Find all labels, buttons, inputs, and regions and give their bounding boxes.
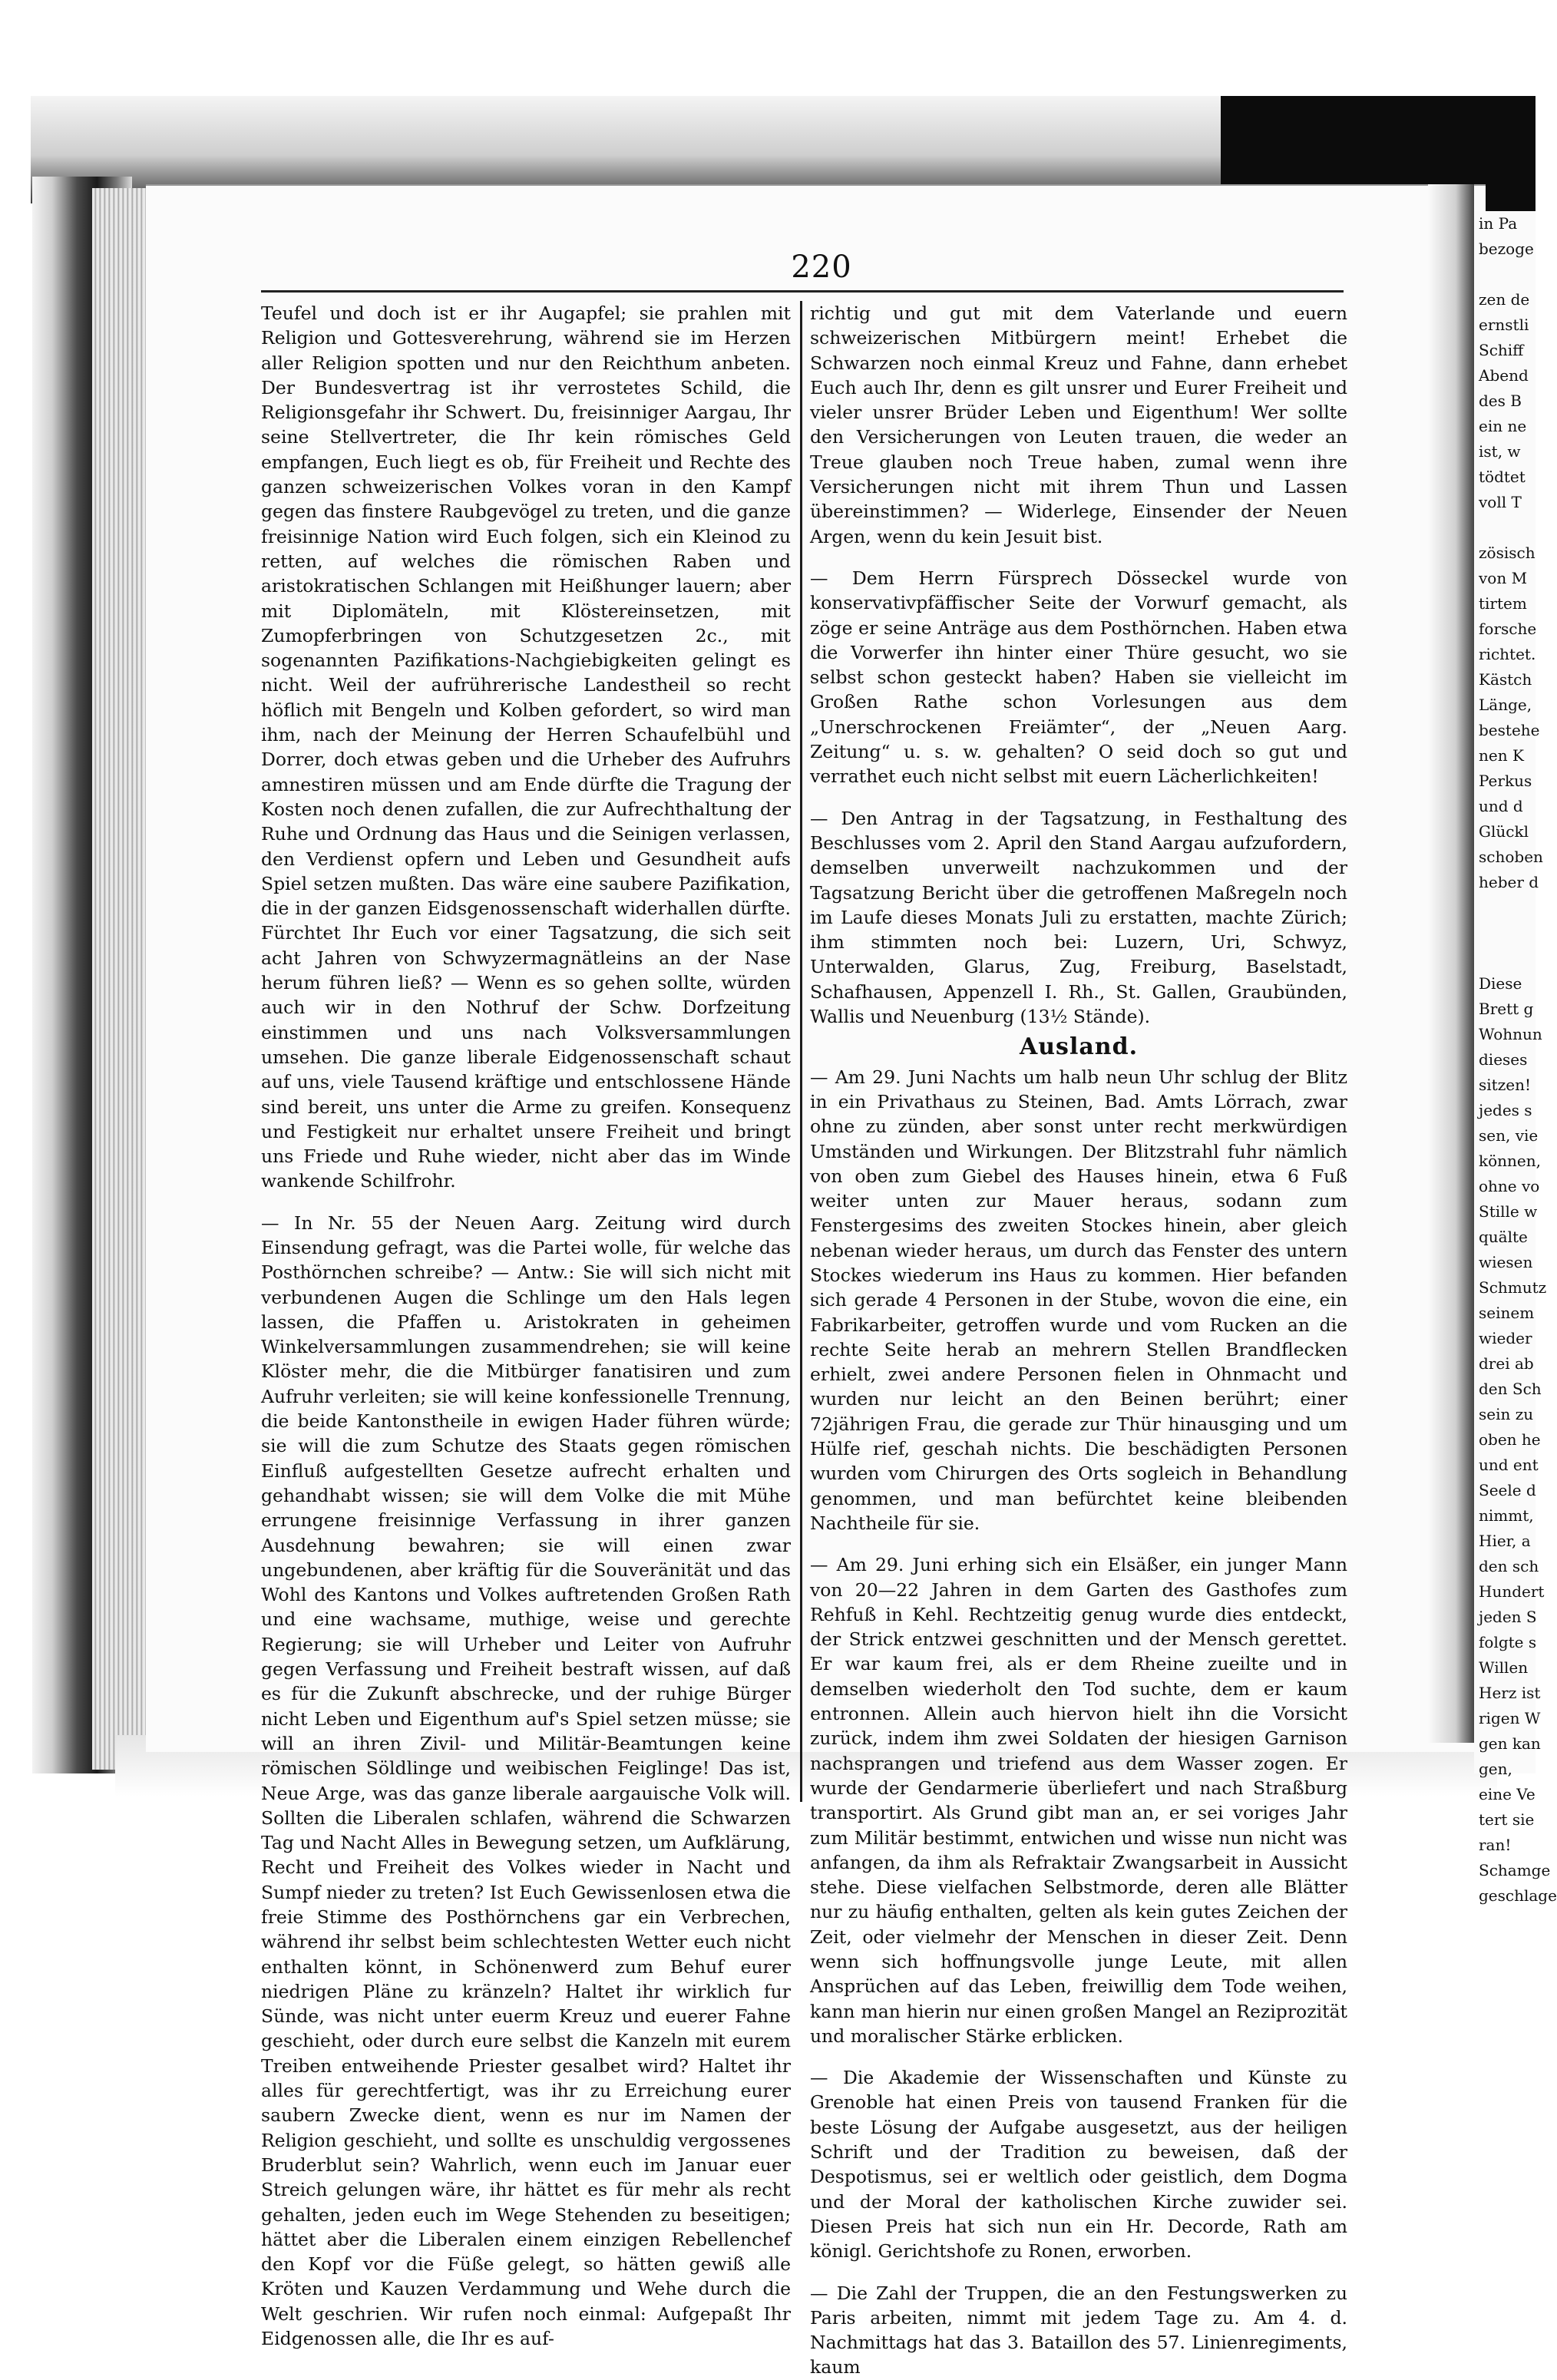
- adjacent-page-text: voll T: [1479, 493, 1522, 511]
- adjacent-page-text: und ent: [1479, 1456, 1539, 1474]
- article-paragraph: — Die Akademie der Wissenschaften und Künste zu Grenoble hat einen Preis von tausend Franken für die beste Lösung der Aufgabe ausgesetzt, aus der heiligen Schrift und der Tradition zu beweisen, daß der Despotismus, sei er weltlich oder geistlich, dem Dogma und der Moral der katholischen Kirche zuwider sei. Diesen Preis hat sich nun ein Hr. Decorde, Rath am königl. Gerichtshofe zu Ronen, erworben.: [810, 2067, 1347, 2263]
- article-paragraph: — In Nr. 55 der Neuen Aarg. Zeitung wird durch Einsendung gefragt, was die Partei wolle, für welche das Posthörnchen schreibe? — Antw.: Sie will sich nicht mit verbundenen Augen die Schlinge um den Hals legen lassen, die Pfaffen u. Aristokraten in geheimen Winkelversammlungen zusammendrehen; sie will keine Klöster mehr, die die Mitbürger fanatisiren und zum Aufruhr verleiten; sie will keine konfessionelle Trennung, die beide Kantonstheile in ewigen Hader führen würde; sie will die zum Schutze des Staats gegen römischen Einfluß aufgestellten Gesetze aufrecht erhalten und gehandhabt wissen; sie will dem Volke die mit Mühe errungene freisinnige Verfassung in ihrer ganzen Ausdehnung bewahren; sie will einen zwar ungebundenen, aber kräftig für die Souveränität und das Wohl des Kantons und Volkes auftretenden Großen Rath und eine wachsame, muthige, weise und gerechte Regierung; sie will Urheber und Leiter von Aufruhr gegen Verfassung und Freiheit bestraft wissen, auf daß es für die Zukunft abschrecke, und der ruhige Bürger nicht Leben und Eigenthum auf's Spiel setzen müsse; sie will an ihren Zivil- und Militär-Beamtungen keine römischen Söldlinge und weibischen Feiglinge! Das ist, Neue Arge, was das ganze liberale aargauische Volk will. Sollten die Liberalen schlafen, während die Schwarzen Tag und Nacht Alles in Bewegung setzen, um Aufklärung, Recht und Freiheit des Volkes wieder in Nacht und Sumpf nieder zu treten? Ist Euch Gewissenlosen etwa die freie Stimme des Posthörnchens gar ein Verbrechen, während ihr selbst beim schlechtesten Wetter euch nicht enthalten könnt, in Schönenwerd zum Behuf eurer niedrigen Pläne zu kränzeln? Haltet ihr wirklich fur Sünde, was nicht unter euerm Kreuz und euerer Fahne geschieht, oder durch eure selbst die Kanzeln mit eurem Treiben entweihende Priester gesalbet wird? Haltet ihr alles für gerechtfertigt, was ihr zu Erreichung eurer saubern Zwecke dient, wenn es nur im Namen der Religion geschieht, und sollte es unschuldig vergossenes Bruderblut sein? Wahrlich, wenn euch im Januar euer Streich gelungen wäre, ihr hättet es für mehr als recht gehalten, jeden euch im Wege Stehenden zu beseitigen; hättet aber die Liberalen einem einzigen Rebellenchef den Kopf vor die Füße gelegt, so hätten gewiß alle Kröten und Kauzen Verdammung und Wehe durch die Welt geschrien. Wir rufen noch einmal: Aufgepaßt Ihr Eidgenossen alle, die Ihr es auf-: [261, 1211, 791, 2350]
- section-heading: Ausland.: [1019, 1033, 1139, 1061]
- adjacent-page-text: schoben: [1479, 848, 1543, 866]
- adjacent-page-text: bestehe: [1479, 721, 1540, 739]
- adjacent-page-text: jedes s: [1479, 1101, 1532, 1119]
- adjacent-page-text: gen kan: [1479, 1734, 1541, 1753]
- adjacent-page-text: den sch: [1479, 1557, 1539, 1575]
- adjacent-page-text: forsche: [1479, 620, 1537, 638]
- adjacent-page-text: folgte s: [1479, 1633, 1537, 1651]
- adjacent-page-text: ohne vo: [1479, 1177, 1540, 1195]
- adjacent-page-text: Schiff: [1479, 341, 1524, 359]
- article-paragraph: richtig und gut mit dem Vaterlande und euern schweizerischen Mitbürgern meint! Erhebet die Schwarzen noch einmal Kreuz und Fahne, dann erhebet Euch auch Ihr, denn es gilt unsrer und Eurer Freiheit und vieler unsrer Brüder Leben und Eigenthum! Wer sollte den Versicherungen von Leuten trauen, die weder an Treue glauben noch Treue haben, zumal wenn ihre Versicherungen nicht mit ihrem Thun und Lassen übereinstimmen? — Widerlege, Einsender der Neuen Argen, wenn du kein Jesuit bist.: [810, 302, 1347, 547]
- adjacent-page-text: Stille w: [1479, 1202, 1538, 1221]
- adjacent-page-text: des B: [1479, 392, 1522, 410]
- adjacent-page-text: sein zu: [1479, 1405, 1534, 1423]
- adjacent-page-text: Länge,: [1479, 696, 1532, 714]
- adjacent-page-text: sen, vie: [1479, 1126, 1539, 1145]
- adjacent-page-text: wiesen: [1479, 1253, 1533, 1271]
- adjacent-page-text: Schamge: [1479, 1861, 1551, 1879]
- adjacent-page-text: Herz ist: [1479, 1684, 1541, 1702]
- article-paragraph: — Den Antrag in der Tagsatzung, in Festhaltung des Beschlusses vom 2. April den Stand Aargau aufzufordern, demselben unverweilt nachzukommen und der Tagsatzung Bericht über die getroffenen Maßregeln noch im Laufe dieses Monats Juli zu erstatten, machte Zürich; ihm stimmten noch bei: Luzern, Uri, Schwyz, Unterwalden, Glarus, Zug, Freiburg, Baselstadt, Schafhausen, Appenzell I. Rh., St. Gallen, Graubünden, Wallis und Neuenburg (13½ Stände).: [810, 807, 1347, 1028]
- adjacent-page-text: Hier, a: [1479, 1532, 1531, 1550]
- adjacent-page-text: [1479, 262, 1536, 287]
- adjacent-page-text: eine Ve: [1479, 1785, 1536, 1803]
- adjacent-page-text: ernstli: [1479, 316, 1529, 334]
- header-rule: [261, 290, 1344, 293]
- page-gutter: [1428, 184, 1474, 1743]
- adjacent-page-text: bezoge: [1479, 240, 1534, 258]
- page-number: 220: [791, 250, 852, 285]
- adjacent-page-text: in Pa: [1479, 214, 1518, 233]
- adjacent-page-text: und d: [1479, 797, 1523, 815]
- article-paragraph: — Dem Herrn Fürsprech Dösseckel wurde von konservativpfäffischer Seite der Vorwurf gemacht, als zöge er seine Anträge aus dem Posthörnchen. Haben etwa die Vorwerfer ihn hinter einer Thüre gesucht, wo sie selbst schon gesteckt haben? Haben sie vielleicht im Großen Rathe schon Vorlesungen aus dem „Unerschrockenen Freiämter“, der „Neuen Aarg. Zeitung“ u. s. w. gehalten? O seid doch so gut und verrathet euch nicht selbst mit euern Lächerlichkeiten!: [810, 567, 1347, 788]
- adjacent-page-text: richtet.: [1479, 645, 1536, 663]
- adjacent-page-text: dieses: [1479, 1050, 1528, 1069]
- adjacent-page-text: tirtem: [1479, 594, 1527, 613]
- adjacent-page-text: wieder: [1479, 1329, 1532, 1347]
- adjacent-page-text: Perkus: [1479, 772, 1532, 790]
- adjacent-page-text: [1479, 895, 1536, 921]
- adjacent-page-text: [1479, 515, 1536, 540]
- adjacent-page-text: Hundert: [1479, 1582, 1545, 1601]
- adjacent-page-text: Abend: [1479, 366, 1529, 385]
- adjacent-page-text: zösisch: [1479, 544, 1536, 562]
- adjacent-page-text: Brett g: [1479, 1000, 1534, 1018]
- article-paragraph: Teufel und doch ist er ihr Augapfel; sie prahlen mit Religion und Gottesverehrung, während sie im Herzen aller Religion spotten und nur den Reichthum anbeten. Der Bundesvertrag ist ihr verrostetes Schild, die Religionsgefahr ihr Schwert. Du, freisinniger Aargau, Ihr seine Stellvertreter, die Ihr kein römisches Geld empfangen, Euch liegt es ob, für Freiheit und Rechte des ganzen schweizerischen Volkes voran in den Kampf gegen das finstere Raubgevögel zu treten, und die ganze freisinnige Nation wird Euch folgen, sich ein Kleinod zu retten, auf welches die römischen Raben und aristokratischen Schlangen mit Heißhunger lauern; aber mit Diplomäteln, mit Klöstereinsetzen, mit Zumopferbringen von Schutzgesetzen 2c., mit sogenannten Pazifikations-Nachgiebigkeiten gelingt es nicht. Weil der aufrührerische Landestheil so recht höflich mit Bengeln und Kolben gefordert, so wird man ihm, nach der Meinung der Herren Schaufelbühl und Dorrer, doch etwas geben und die Urheber des Aufruhrs amnestiren müssen und am Ende dürfte die Tragung der Kosten noch denen zufallen, die zur Aufrechthaltung der Ruhe und Ordnung das Haus und die Seinigen verlassen, den Verdienst opfern und Leben und Gesundheit aufs Spiel setzen mußten. Das wäre eine saubere Pazifikation, die in der ganzen Eidsgenossenschaft widerhallen dürfte. Fürchtet Ihr Euch vor einer Tagsatzung, die sich seit acht Jahren von Schwyzermagnätleins an der Nase herum führen ließ? — Wenn es so gehen sollte, würden auch wir in den Nothruf der Schw. Dorfzeitung einstimmen und uns nach Volksversammlungen umsehen. Die ganze liberale Eidgenossenschaft schaut auf uns, viele Tausend kräftige und entschlossene Hände sind bereit, uns unter die Arme zu greifen. Konsequenz und Festigkeit nur erhaltet unsere Freiheit und bringt uns Friede und Ruhe wieder, nicht aber das im Winde wankende Schilfrohr.: [261, 302, 791, 1192]
- column-divider: [800, 301, 802, 1802]
- right-column: [810, 301, 1347, 2380]
- adjacent-page-text: [1479, 946, 1536, 971]
- page-edges: [92, 188, 146, 1770]
- adjacent-page-text: [1479, 921, 1536, 946]
- adjacent-page-text: drei ab: [1479, 1354, 1534, 1373]
- adjacent-page-text: von M: [1479, 569, 1528, 587]
- adjacent-page-fragment: [1474, 211, 1557, 1905]
- adjacent-page-text: geschlage: [1479, 1886, 1557, 1905]
- adjacent-page-text: Diese: [1479, 974, 1522, 993]
- adjacent-page-text: oben he: [1479, 1430, 1541, 1449]
- adjacent-page-text: gen,: [1479, 1760, 1512, 1778]
- adjacent-page-text: ran!: [1479, 1836, 1512, 1854]
- adjacent-page-text: heber d: [1479, 873, 1539, 891]
- adjacent-page-text: jeden S: [1479, 1608, 1537, 1626]
- adjacent-page-text: können,: [1479, 1152, 1541, 1170]
- adjacent-page-text: tödtet: [1479, 468, 1526, 486]
- adjacent-page-text: quälte: [1479, 1228, 1528, 1246]
- adjacent-page-text: seinem: [1479, 1304, 1535, 1322]
- article-paragraph: — Am 29. Juni erhing sich ein Elsäßer, ein junger Mann von 20—22 Jahren in dem Garten des Gasthofes zum Rehfuß in Kehl. Rechtzeitig genug wurde dies entdeckt, der Strick entzwei geschnitten und der Mensch gerettet. Er war kaum frei, als er dem Rheine zueilte und in demselben wiederholt den Tod suchte, dem er kaum entronnen. Allein auch hiervon hielt ihn die Vorsicht zurück, indem ihm zwei Soldaten der hiesigen Garnison nachsprangen und triefend aus dem Wasser zogen. Er wurde der Gendarmerie überliefert und nach Straßburg transportirt. Als Grund gibt man an, er sei voriges Jahr zum Militär bestimmt, entwichen und wisse nun nicht was anfangen, da ihm als Refraktair Zwangsarbeit in Aussicht stehe. Diese vielfachen Selbstmorde, deren alle Blätter nur zu häufig enthalten, gelten als kein gutes Zeichen der Zeit, oder vielmehr der Menschen in dieser Zeit. Denn wenn sich hoffnungsvolle junge Leute, mit allen Ansprüchen auf das Leben, freiwillig dem Tode weihen, kann man hierin nur einen großen Mangel an Reziprozität und moralischer Stärke erblicken.: [810, 1554, 1347, 2047]
- adjacent-page-text: Kästch: [1479, 670, 1532, 689]
- article-paragraph: — Am 29. Juni Nachts um halb neun Uhr schlug der Blitz in ein Privathaus zu Steinen, Bad. Amts Lörrach, zwar ohne zu zünden, aber sonst unter recht merkwürdigen Umständen und Wirkungen. Der Blitzstrahl fuhr nämlich von oben zum Giebel des Hauses hinein, etwa 6 Fuß weiter unten zur Mauer heraus, sodann zum Fenstergesims des zweiten Stockes hinein, aber gleich nebenan wieder heraus, um durch das Fenster des untern Stockes wiederum ins Haus zu kommen. Hier befanden sich gerade 4 Personen in der Stube, wovon die eine, ein Fabrikarbeiter, getroffen wurde und vom Rucken an die rechte Seite herab an mehrern Stellen Brandflecken erhielt, zwei andere Personen fielen in Ohnmacht und wurden nur leicht an den Beinen berührt; einer 72jährigen Frau, die gerade zur Thür hinausging und um Hülfe rief, geschah nichts. Die beschädigten Personen wurden vom Chirurgen des Orts sogleich in Behandlung genommen, und man befürchtet keine bleibenden Nachtheile für sie.: [810, 1066, 1347, 1534]
- adjacent-page-text: tert sie: [1479, 1810, 1535, 1829]
- adjacent-page-text: nimmt,: [1479, 1506, 1534, 1525]
- adjacent-page-text: Wohnun: [1479, 1025, 1542, 1043]
- adjacent-page-text: nen K: [1479, 746, 1524, 765]
- adjacent-page-text: Glückl: [1479, 822, 1529, 841]
- adjacent-page-text: rigen W: [1479, 1709, 1541, 1727]
- adjacent-page-text: zen de: [1479, 290, 1530, 309]
- adjacent-page-text: Schmutz: [1479, 1278, 1547, 1297]
- adjacent-page-text: ist, w: [1479, 442, 1521, 461]
- adjacent-page-text: Seele d: [1479, 1481, 1536, 1499]
- adjacent-page-text: sitzen!: [1479, 1076, 1531, 1094]
- adjacent-page-text: Willen: [1479, 1658, 1529, 1677]
- adjacent-page-text: den Sch: [1479, 1380, 1542, 1398]
- adjacent-page-text: ein ne: [1479, 417, 1527, 435]
- left-column: [261, 301, 791, 2351]
- article-paragraph: — Die Zahl der Truppen, die an den Festungswerken zu Paris arbeiten, nimmt mit jedem Tage zu. Am 4. d. Nachmittags hat das 3. Bataillon des 57. Linienregiments, kaum: [810, 2282, 1347, 2378]
